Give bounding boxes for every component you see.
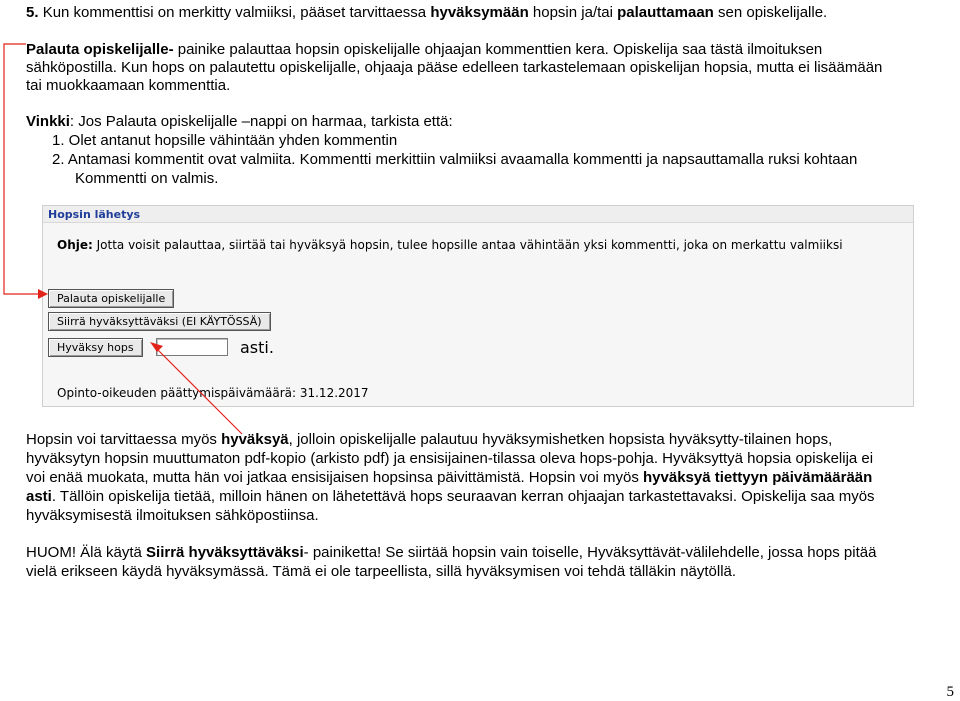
approve-arrow-head: [150, 342, 163, 352]
section-heading: 5. Kun kommenttisi on merkitty valmiiksi, pääset tarvittaessa hyväksymään hopsin ja/tai palauttamaan sen opiskelijalle.: [26, 4, 828, 21]
return-to-student-button[interactable]: Palauta opiskelijalle: [48, 289, 174, 308]
approve-hops-button[interactable]: Hyväksy hops: [48, 338, 143, 357]
hint-item-1: 1. Olet antanut hopsille vähintään yhden kommentin: [52, 132, 398, 149]
para1-line2: sähköpostilla. Kun hops on palautettu opiskelijalle, ohjaaja pääse edelleen tarkastelemaan opiskelijan hopsia, mutta ei lisäämään: [26, 59, 883, 76]
return-arrow-line: [4, 44, 44, 294]
return-arrow-head: [38, 289, 48, 299]
hint-item-2-cont: Kommentti on valmis.: [75, 170, 219, 187]
para2-line4: asti. Tällöin opiskelija tietää, milloin hänen on lähetettävä hops seuraavan kerran ohjaajan tarkastettavaksi. Opiskelija saa myös: [26, 488, 875, 505]
para1-line1: Palauta opiskelijalle- painike palauttaa hopsin opiskelijalle ohjaajan kommenttien kera. Opiskelija saa tästä ilmoituksen: [26, 41, 823, 58]
para2-line5: hyväksymisestä ilmoituksen sähköpostiinsa.: [26, 507, 319, 524]
hint-item-2: 2. Antamasi kommentit ovat valmiita. Kommentti merkittiin valmiiksi avaamalla kommentti ja napsauttamalla ruksi kohtaan: [52, 151, 858, 168]
page-number: 5: [946, 684, 954, 700]
hint-label: Vinkki: [26, 113, 70, 130]
section-number: 5.: [26, 4, 39, 21]
panel-instruction: Ohje: Jotta voisit palauttaa, siirtää tai hyväksyä hopsin, tulee hopsille antaa vähintään yksi kommentti, joka on merkattu valmiiksi: [57, 238, 843, 252]
warning-line2: vielä erikseen käydä hyväksymässä. Tämä ei ole tarpeellista, sillä hyväksymisen voi tehdä tälläkin näytöllä.: [26, 563, 737, 580]
move-to-approval-button[interactable]: Siirrä hyväksyttäväksi (EI KÄYTÖSSÄ): [48, 312, 271, 331]
instruction-label: Ohje:: [57, 238, 93, 252]
hint-line: Vinkki: Jos Palauta opiskelijalle –nappi on harmaa, tarkista että:: [26, 113, 453, 130]
para2-line3: voi enää muokata, mutta hän voi jatkaa ensisijaisen hopsinsa päivittämistä. Hopsin voi myös hyväksyä tiettyyn päivämäärään: [26, 469, 873, 486]
return-button-term: Palauta opiskelijalle-: [26, 41, 174, 58]
until-label: asti.: [240, 338, 274, 357]
approve-arrow-line: [155, 347, 242, 434]
warning-line1: HUOM! Älä käytä Siirrä hyväksyttäväksi- painiketta! Se siirtää hopsin vain toiselle, Hyväksyttävät-välilehdelle, jossa hops pitää: [26, 544, 877, 561]
end-date-value: 31.12.2017: [299, 386, 369, 400]
panel-title: Hopsin lähetys: [48, 208, 141, 221]
para1-line3: tai muokkaamaan kommenttia.: [26, 77, 231, 94]
para2-line2: hyväksytyn hopsin muuttumaton pdf-kopio (arkisto pdf) ja ensisijainen-tilassa oleva hops-pohja. Hyväksyttyä hopsia opiskelija ei: [26, 450, 874, 467]
para2-line1: Hopsin voi tarvittaessa myös hyväksyä, jolloin opiskelijalle palautuu hyväksymishetken hopsista hyväksytty-tilainen hops,: [26, 431, 833, 448]
study-right-end-date: Opinto-oikeuden päättymispäivämäärä: 31.12.2017: [57, 386, 369, 400]
